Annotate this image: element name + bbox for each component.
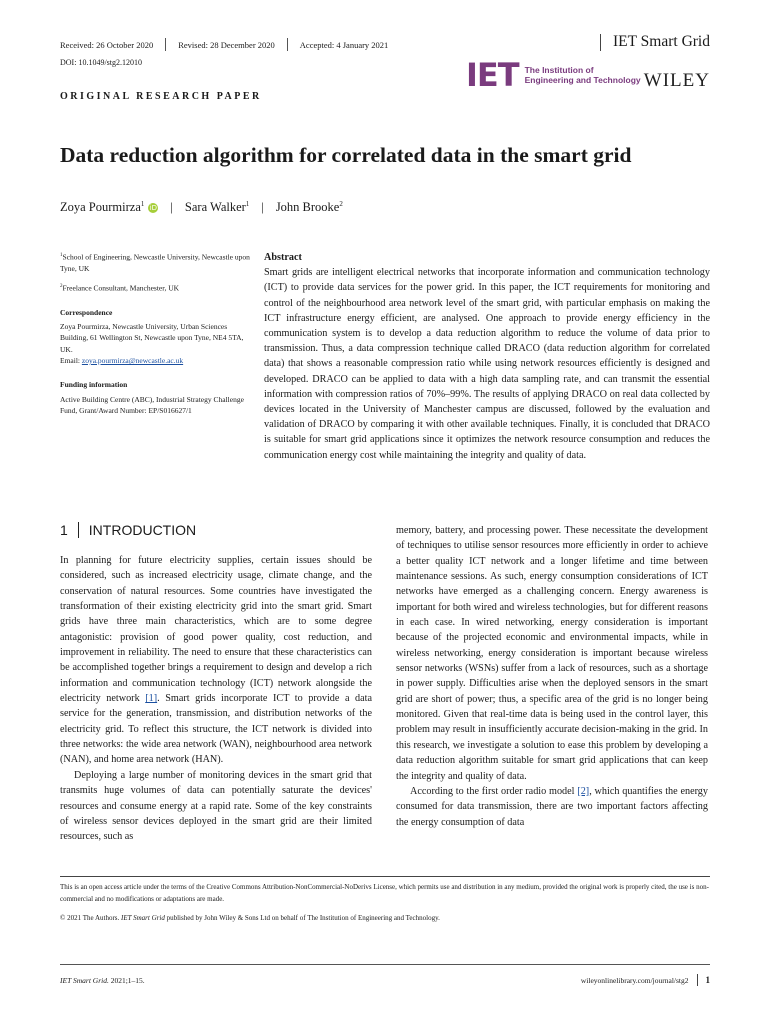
copyright-text: © 2021 The Authors. IET Smart Grid published by John Wiley & Sons Ltd on behalf of The Institution of Engineering and Technology.: [60, 914, 440, 922]
citation-link[interactable]: [2]: [577, 785, 590, 797]
page-number: 1: [705, 975, 710, 985]
journal-name: [600, 33, 710, 51]
body-paragraph: According to the first order radio model [2], which quantifies the energy consumed for data transmission, there are two important factors affecting the energy consumption of data: [396, 785, 708, 828]
citation: IET Smart Grid. 2021;1–15.: [60, 975, 145, 985]
body-column-right: [396, 523, 708, 830]
iet-logo-line1: The Institution of: [524, 65, 594, 75]
abstract: [264, 250, 710, 463]
doi[interactable]: DOI: 10.1049/stg2.12010: [60, 58, 142, 67]
journal-title: IET Smart Grid: [612, 33, 710, 50]
body-column-left: [60, 553, 372, 845]
paper-type: ORIGINAL RESEARCH PAPER: [60, 91, 262, 102]
section-divider: [78, 522, 79, 538]
section-heading-introduction: [60, 522, 196, 538]
footer-divider: [697, 974, 698, 986]
page-footer: [60, 964, 710, 986]
license-text: This is an open access article under the terms of the Creative Commons Attribution-NonCommercial-NoDerivs License, which permits use and distribution in any medium, provided the original work is properly cited, the use is non-commercial and no modifications or adaptations are made.: [60, 883, 709, 903]
revised-date: Revised: 28 December 2020: [178, 39, 275, 50]
section-title: INTRODUCTION: [88, 522, 197, 538]
submission-dates: [60, 38, 388, 51]
iet-logo-text: [525, 65, 641, 85]
received-date: Received: 26 October 2020: [60, 39, 154, 50]
body-paragraph: Deploying a large number of monitoring devices in the smart grid that transmits huge volumes of data can potentially saturate the devices' resources and consume energy at a rapid rate. Some of the key constraints of wireless sensor devices deployed in the smart grid are their limited resources, such as: [60, 769, 372, 843]
wiley-logo: WILEY: [643, 70, 710, 91]
journal-divider: [600, 34, 601, 51]
citation-link[interactable]: [1]: [145, 693, 158, 705]
abstract-text: Smart grids are intelligent electrical networks that incorporate information and communication technology (ICT) to provide data services for the power grid. In this paper, the ICT requirements for monitoring and control of the neighbourhood area network level of the smart grid, with particular emphasis on making the ICT infrastructure energy efficient, are analysed. One approach to provide energy efficiency in the communication system is to develop a data reduction algorithm to reduce the volume of data prior to transmission. Thus, a data compression technique called DRACO (data reduction algorithm for correlated data) that shows a reasonable compression ratio while using network resources efficiently is designed and developed. DRACO can be applied to data with a high data sampling rate, and can transmit the essential information with compression ratios of 70%–99%. The results of applying DRACO on real data collected by devices located in the University of Manchester campus are discussed, followed by the evaluation and validation of DRACO by comparing it with other available techniques. Finally, it is concluded that DRACO is suitable for smart grid applications since it optimizes the network resource consumption and reduces the communication energy cost while maintaining the integrity and quality of data.: [264, 267, 710, 461]
author-divider: |: [170, 200, 173, 215]
correspondence-text: Zoya Pourmirza, Newcastle University, Urban Sciences Building, 61 Wellington St, Newcastle upon Tyne, NE4 5TA, UK. Email: zoya.pourmirza@newcastle.ac.uk: [60, 322, 244, 366]
journal-url[interactable]: wileyonlinelibrary.com/journal/stg2: [580, 975, 689, 985]
license-footnote: [60, 876, 710, 924]
affiliation-1: $^1$School of Engineering, Newcastle University, Newcastle upon Tyne, UK: [60, 252, 250, 273]
author-list: [60, 200, 343, 215]
orcid-icon[interactable]: iD: [149, 203, 158, 212]
section-number: 1: [60, 522, 68, 538]
paper-title: Data reduction algorithm for correlated data in the smart grid: [60, 143, 632, 167]
sidebar-info: [60, 250, 250, 423]
body-paragraph: memory, battery, and processing power. These necessitate the development of techniques to utilise sensor resources more efficiently in order to achieve a better quality ICT network and a longer lifetime and time between maintenance sessions. As such, energy consumption considerations of ICT networks have emerged as a challenging concern. Energy awareness is important for both wired and wireless technologies, but for different reasons in each case. In wired networking, energy consideration is important because of the projected economic and environmental impacts, while in wireless networking, energy consideration is important because wireless sensor networks (WSNs) suffer from a lack of resources, such as a shortage in power supply. Difficulties arise when the deployed sensors in the smart grid are short of power; thus, a specific area of the grid is no longer being monitored. Given that real-time data is being used in the control layer, this problem may result in insufficiently accurate decision-making in the grid. In this research, we investigate a solution to ease this problem by developing a data reduction algorithm suitable for smart grid applications that can keep the integrity and quality of data.: [396, 525, 708, 782]
abstract-heading: Abstract: [264, 252, 302, 263]
iet-logo-line2: Engineering and Technology: [524, 75, 641, 85]
funding-heading: Funding information: [60, 380, 128, 390]
iet-logo-letters: IET: [466, 56, 519, 94]
accepted-date: Accepted: 4 January 2021: [299, 39, 389, 50]
author-2[interactable]: Sara Walker$^1$: [184, 200, 250, 215]
iet-logo: [466, 56, 641, 94]
author-divider: |: [261, 200, 264, 215]
author-1[interactable]: Zoya Pourmirza$^1$: [60, 200, 145, 215]
author-3[interactable]: John Brooke$^2$: [275, 200, 343, 215]
date-divider: [165, 38, 166, 51]
body-paragraph: In planning for future electricity supplies, certain issues should be considered, such as increased electricity usage, climate change, and the conservation of natural resources. Some countries have investigated the transformation of their existing electricity grid into the smart grid. Smart grids have three main characteristics, which are to some degree antagonistic: provision of good power quality, cost reduction, and improvement in reliability. The need to ensure that these characteristics can be accomplished together brings a requirement to design and develop a rich information and communication technology (ICT) network alongside the electricity network [1]. Smart grids incorporate ICT to provide a data service for the generation, transmission, and distribution networks of the electricity grid. To reflect this structure, the ICT network is divided into three networks: the wide area network (WAN), neighbourhood area network (NAN), and home area network (HAN).: [60, 555, 373, 766]
affiliation-2: $^2$Freelance Consultant, Manchester, UK: [60, 283, 180, 293]
correspondence-email[interactable]: zoya.pourmirza@newcastle.ac.uk: [81, 356, 184, 366]
funding-text: Active Building Centre (ABC), Industrial Strategy Challenge Fund, Grant/Award Number: EP/S016627/1: [60, 394, 244, 415]
correspondence-heading: Correspondence: [60, 307, 113, 317]
date-divider: [287, 38, 288, 51]
